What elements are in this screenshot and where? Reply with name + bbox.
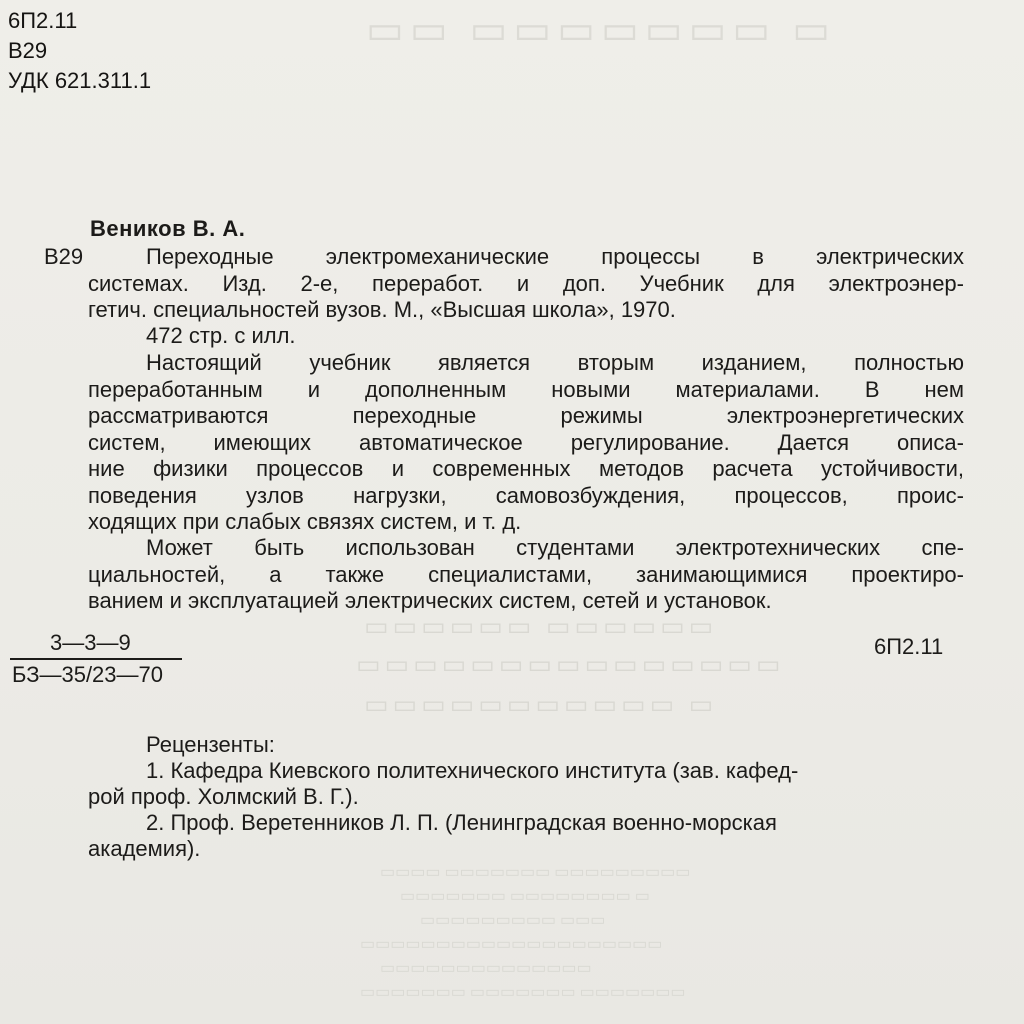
bleed-through-line: ▭▭▭▭▭▭▭▭▭▭▭▭▭▭ xyxy=(380,960,592,977)
udk-code: УДК 621.311.1 xyxy=(8,68,152,93)
reviewers-block xyxy=(88,732,948,862)
reviewer-line: академия). xyxy=(88,836,201,861)
bbk-code-right: 6П2.11 xyxy=(874,634,944,659)
title-line: системах. Изд. 2-е, переработ. и доп. Учебник для электроэнер- xyxy=(88,270,964,296)
index-numerator: 3—3—9 xyxy=(50,630,131,655)
usage-line: циальностей, а также специалистами, занимающимися проектиро- xyxy=(88,561,964,587)
index-denominator: БЗ—35/23—70 xyxy=(12,662,164,687)
author-name: Веников В. А. xyxy=(90,216,246,241)
title-description xyxy=(88,244,964,324)
entry-code: В29 xyxy=(44,244,84,269)
reviewer-line: 2. Проф. Веретенников Л. П. (Ленинградская военно-морская xyxy=(146,810,777,835)
annotation-line: ходящих при слабых связях систем, и т. д. xyxy=(88,509,522,534)
bbk-code: 6П2.11 xyxy=(8,8,78,33)
reviewer-line: рой проф. Холмский В. Г.). xyxy=(88,784,359,809)
bleed-through-line: ▭▭▭▭▭▭▭▭▭▭▭▭▭▭▭▭▭▭▭▭ xyxy=(360,936,663,953)
annotation-line: поведения узлов нагрузки, самовозбуждения, процессов, проис- xyxy=(88,482,964,508)
bleed-through-line: ▭▭▭ ▭▭▭▭▭▭▭▭▭ xyxy=(420,912,606,929)
reviewer-line: 1. Кафедра Киевского политехнического института (зав. кафед- xyxy=(146,758,799,783)
annotation-line: рассматриваются переходные режимы электроэнергетических xyxy=(88,403,964,428)
title-line: Переходные электромеханические процессы в электрических xyxy=(146,244,964,269)
fraction-rule xyxy=(10,658,182,660)
usage-note xyxy=(88,535,964,615)
title-line: гетич. специальностей вузов. М., «Высшая школа», 1970. xyxy=(88,297,676,322)
annotation-line: систем, имеющих автоматическое регулирование. Дается описа- xyxy=(88,429,964,455)
bleed-through-line: ▭▭▭▭▭▭▭▭▭ ▭▭▭▭▭▭▭ ▭▭▭▭ xyxy=(380,864,691,881)
usage-line: ванием и эксплуатацией электрических систем, сетей и установок. xyxy=(88,588,772,613)
annotation-line: переработанным и дополненным новыми материалами. В нем xyxy=(88,376,964,402)
bleed-through-line: ▭ ▭▭▭▭▭▭▭▭▭▭▭ xyxy=(360,690,714,719)
page-count xyxy=(88,323,964,350)
bleed-through-line: ▭ ▭▭▭▭▭▭▭▭ ▭▭▭▭▭▭▭ xyxy=(400,888,650,905)
classification-codes xyxy=(8,6,151,96)
annotation xyxy=(88,350,964,536)
author-sign-code: В29 xyxy=(8,38,48,63)
bleed-through-line: ▭▭▭▭▭▭▭ ▭▭▭▭▭▭▭ ▭▭▭▭▭▭▭ xyxy=(360,984,686,1001)
page-count-text: 472 стр. с илл. xyxy=(146,323,296,348)
bleed-through-line: ▭▭▭▭▭▭ ▭▭▭▭▭▭ xyxy=(360,612,714,641)
reviewers-heading: Рецензенты: xyxy=(146,732,275,757)
annotation-line: Настоящий учебник является вторым изданием, полностью xyxy=(146,350,964,375)
bleed-through-author: ▭ ▭▭▭▭▭▭▭ ▭▭ xyxy=(360,7,830,52)
usage-line: Может быть использован студентами электротехнических спе- xyxy=(146,535,964,560)
bleed-through-line: ▭▭▭▭▭▭▭▭▭▭▭▭▭▭▭ xyxy=(352,650,781,679)
annotation-line: ние физики процессов и современных методов расчета устойчивости, xyxy=(88,456,964,481)
